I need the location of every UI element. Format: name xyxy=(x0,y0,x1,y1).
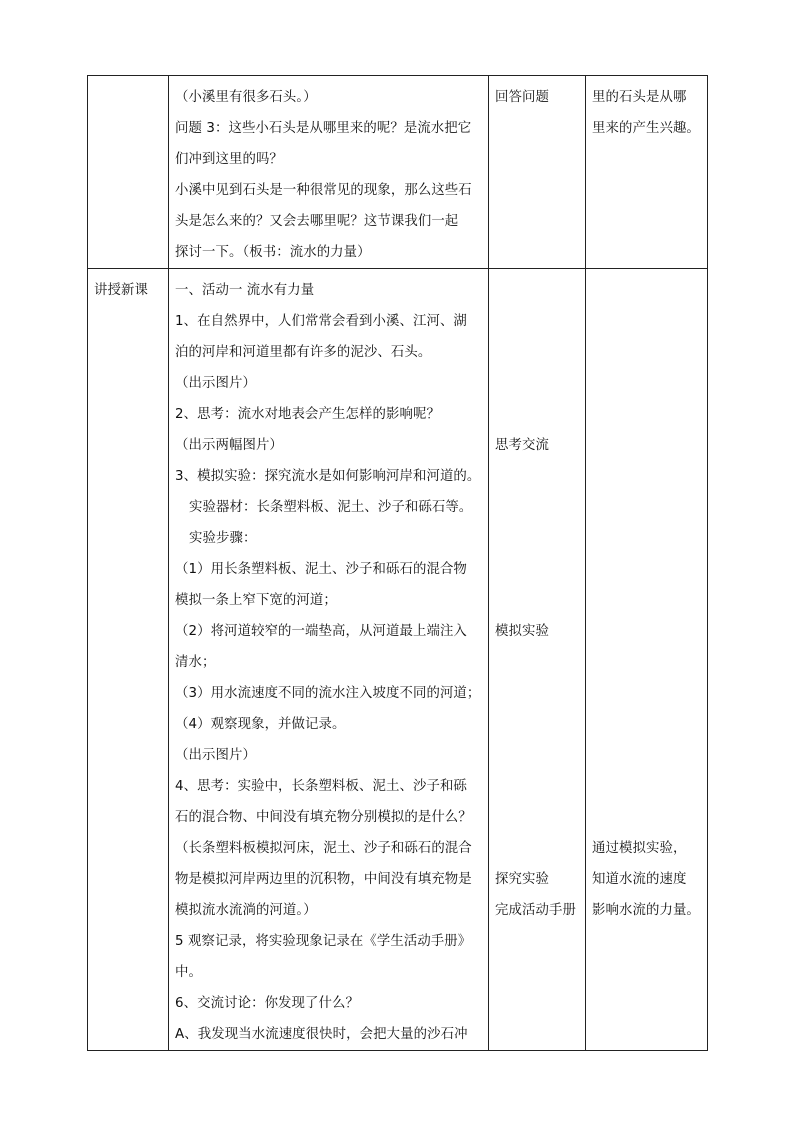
content-line: （小溪里有很多石头。） xyxy=(175,90,317,105)
content-line: （出示图片） xyxy=(175,376,256,391)
lesson-plan-table xyxy=(87,75,708,1051)
content-line: 问题 3：这些小石头是从哪里来的呢？是流水把它 xyxy=(175,121,472,136)
student-activity-cell xyxy=(489,76,586,269)
content-line: 一、活动一 流水有力量 xyxy=(175,283,315,298)
content-line: 清水； xyxy=(175,655,216,670)
table-row xyxy=(88,269,708,1051)
content-line: 6、交流讨论：你发现了什么？ xyxy=(175,996,359,1011)
content-line: （1）用长条塑料板、泥土、沙子和砾石的混合物 xyxy=(175,562,467,577)
student-activity-text: 探究实验 xyxy=(495,872,549,887)
purpose-line: 里来的产生兴趣。 xyxy=(592,121,700,136)
content-line: 们冲到这里的吗？ xyxy=(175,152,283,167)
purpose-line: 影响水流的力量。 xyxy=(592,903,700,918)
content-line: 实验步骤： xyxy=(189,531,257,546)
content-line: 5 观察记录，将实验现象记录在《学生活动手册》 xyxy=(175,934,472,949)
content-line: 3、模拟实验：探究流水是如何影响河岸和河道的。 xyxy=(175,469,481,484)
content-line: 石的混合物、中间没有填充物分别模拟的是什么？ xyxy=(175,810,472,825)
content-line: 模拟一条上窄下宽的河道； xyxy=(175,593,337,608)
content-line: 探讨一下。（板书：流水的力量） xyxy=(175,245,371,260)
content-line: （出示图片） xyxy=(175,748,256,763)
table-row xyxy=(88,76,708,269)
content-line: 模拟流水流淌的河道。） xyxy=(175,903,317,918)
content-cell xyxy=(169,76,489,269)
purpose-line: 通过模拟实验， xyxy=(592,841,687,856)
content-line: （4）观察现象，并做记录。 xyxy=(175,717,346,732)
content-line: 中。 xyxy=(175,965,202,980)
content-line: 物是模拟河岸两边里的沉积物，中间没有填充物是 xyxy=(175,872,472,887)
content-line: 泊的河岸和河道里都有许多的泥沙、石头。 xyxy=(175,345,432,360)
content-line: 4、思考：实验中，长条塑料板、泥土、沙子和砾 xyxy=(175,779,467,794)
content-line: 实验器材：长条塑料板、泥土、沙子和砾石等。 xyxy=(189,500,473,515)
content-line: （出示两幅图片） xyxy=(175,438,283,453)
student-activity-text: 思考交流 xyxy=(495,438,549,453)
content-line: 1、在自然界中，人们常常会看到小溪、江河、湖 xyxy=(175,314,467,329)
student-activity-cell xyxy=(489,269,586,1051)
purpose-line: 里的石头是从哪 xyxy=(592,90,687,105)
student-activity-text: 回答问题 xyxy=(495,90,549,105)
student-activity-text: 模拟实验 xyxy=(495,624,549,639)
purpose-cell xyxy=(586,76,708,269)
stage-cell xyxy=(88,269,169,1051)
content-cell xyxy=(169,269,489,1051)
content-line: 头是怎么来的？又会去哪里呢？这节课我们一起 xyxy=(175,214,459,229)
content-line: （2）将河道较窄的一端垫高，从河道最上端注入 xyxy=(175,624,467,639)
purpose-line: 知道水流的速度 xyxy=(592,872,687,887)
content-line: （长条塑料板模拟河床，泥土、沙子和砾石的混合 xyxy=(175,841,472,856)
stage-label: 讲授新课 xyxy=(94,283,148,298)
content-line: A、我发现当水流速度很快时，会把大量的沙石冲 xyxy=(175,1027,468,1042)
purpose-cell xyxy=(586,269,708,1051)
stage-cell xyxy=(88,76,169,269)
student-activity-text: 完成活动手册 xyxy=(495,903,576,918)
content-line: 2、思考：流水对地表会产生怎样的影响呢？ xyxy=(175,407,440,422)
content-line: 小溪中见到石头是一种很常见的现象，那么这些石 xyxy=(175,183,472,198)
content-line: （3）用水流速度不同的流水注入坡度不同的河道； xyxy=(175,686,481,701)
